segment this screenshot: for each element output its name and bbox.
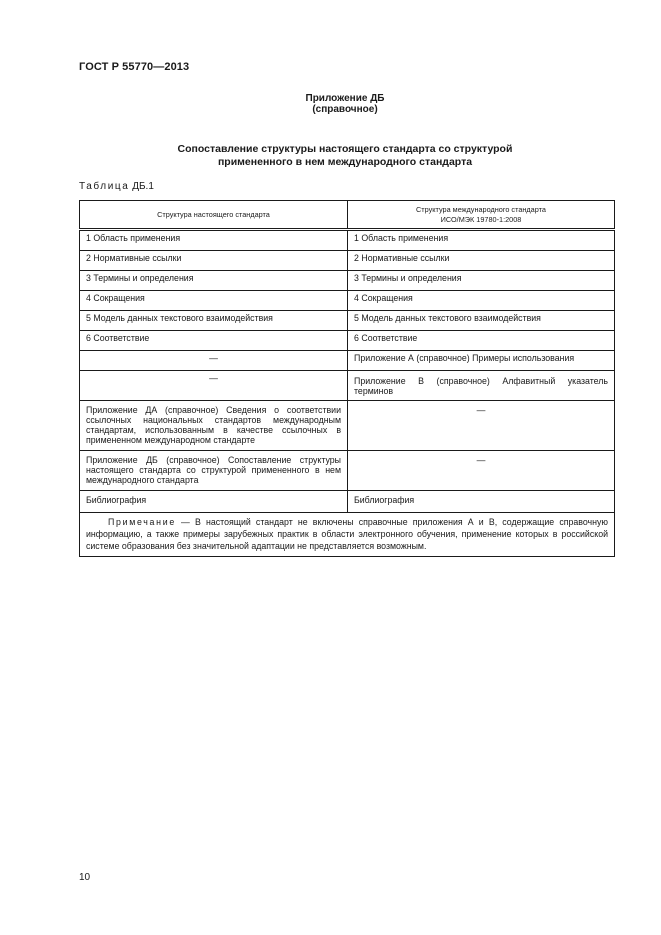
international-section: 1 Область применения (348, 230, 615, 251)
section-title-line-2: примененного в нем международного стандарта (217, 155, 473, 168)
page-number: 10 (79, 872, 91, 883)
table-caption (79, 181, 154, 192)
structure-comparison-table (79, 200, 615, 557)
national-section: Библиография (80, 490, 348, 512)
table-row (80, 291, 615, 311)
header-national-structure: Структура настоящего стандарта (80, 201, 348, 230)
note-label: Примечание (108, 516, 176, 527)
header-international-line-2: ИСО/МЭК 19780-1:2008 (440, 214, 522, 224)
international-section: Библиография (348, 490, 615, 512)
table-row (80, 490, 615, 512)
table-caption-number: ДБ.1 (132, 181, 154, 192)
international-section: Приложение А (справочное) Примеры использования (348, 351, 615, 371)
section-title (0, 143, 661, 168)
national-section: 4 Сокращения (80, 291, 348, 311)
table-note-row (80, 512, 615, 557)
national-section: Приложение ДБ (справочное) Сопоставление структуры настоящего стандарта со структурой примененного в нем международного стандарта (80, 450, 348, 490)
table-row (80, 351, 615, 371)
international-section: Приложение В (справочное) Алфавитный указатель терминов (348, 371, 615, 401)
national-section: 3 Термины и определения (80, 271, 348, 291)
table-caption-label: Таблица (79, 181, 130, 192)
header-international-line-1: Структура международного стандарта (416, 205, 546, 214)
national-section: 5 Модель данных текстового взаимодействия (80, 311, 348, 331)
table-row (80, 230, 615, 251)
table-note (80, 512, 615, 557)
table-row (80, 331, 615, 351)
table-row (80, 251, 615, 271)
table-header-row (80, 201, 615, 230)
international-section: 4 Сокращения (348, 291, 615, 311)
appendix-title: Приложение ДБ (305, 93, 385, 104)
national-section: Приложение ДА (справочное) Сведения о соответствии ссылочных национальных стандартов международным стандартам, использованным в качестве ссылочных в примененном международном стандарте (80, 400, 348, 450)
appendix-heading (0, 93, 661, 115)
national-section: — (80, 351, 348, 371)
appendix-subtitle: (справочное) (312, 104, 378, 115)
table-row (80, 400, 615, 450)
section-title-line-1: Сопоставление структуры настоящего стандарта со структурой (177, 143, 513, 155)
international-section: 3 Термины и определения (348, 271, 615, 291)
international-section: — (348, 450, 615, 490)
national-section: — (80, 371, 348, 401)
national-section: 6 Соответствие (80, 331, 348, 351)
note-text: — В настоящий стандарт не включены справочные приложения А и В, содержащие справочную информацию, а также примеры зарубежных практик в области электронного обучения, применение которых в российской системе образования без значительной адаптации не представляется возможным. (86, 516, 608, 552)
international-section: 5 Модель данных текстового взаимодействия (348, 311, 615, 331)
table-row (80, 271, 615, 291)
national-section: 2 Нормативные ссылки (80, 251, 348, 271)
header-international-structure (348, 201, 615, 230)
international-section: 2 Нормативные ссылки (348, 251, 615, 271)
table-row (80, 450, 615, 490)
table-row (80, 311, 615, 331)
national-section: 1 Область применения (80, 230, 348, 251)
table-row (80, 371, 615, 401)
international-section: 6 Соответствие (348, 331, 615, 351)
international-section: — (348, 400, 615, 450)
standard-code-header: ГОСТ Р 55770—2013 (79, 61, 190, 73)
